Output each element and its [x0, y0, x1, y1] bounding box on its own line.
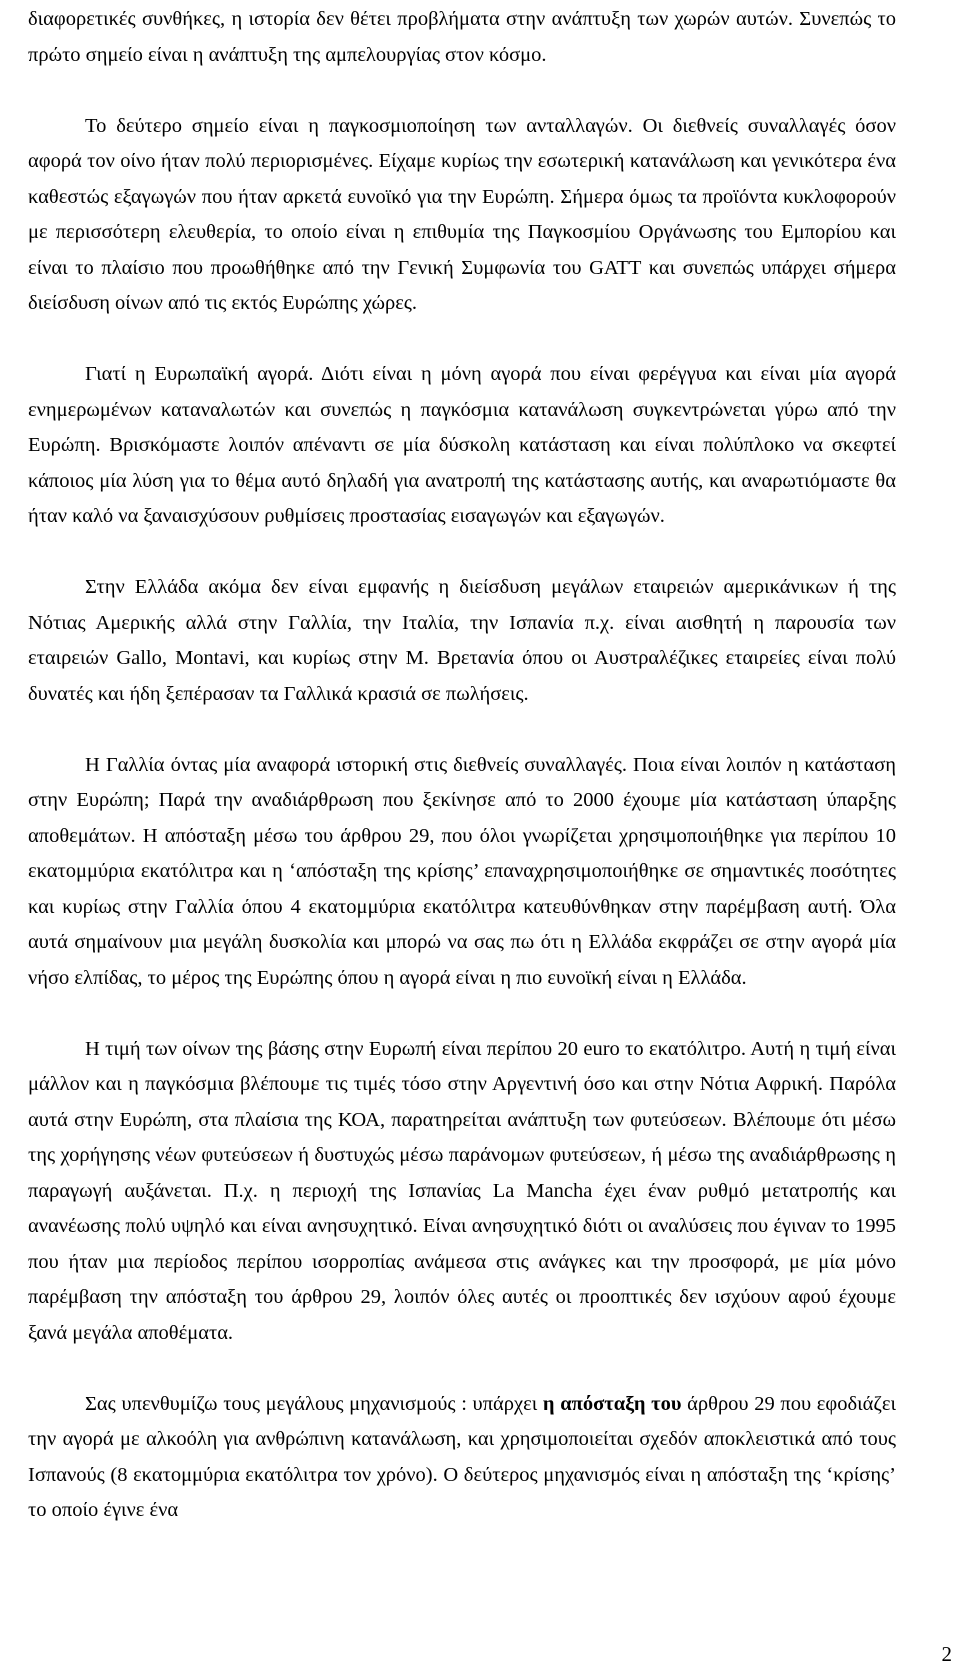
- paragraph-7-text-start: Σας υπενθυμίζω τους μεγάλους μηχανισμούς : υπάρχει: [85, 1392, 543, 1415]
- paragraph-7: [28, 1387, 896, 1529]
- paragraph-6: Η τιμή των οίνων της βάσης στην Ευρωπή είναι περίπου 20 euro το εκατόλιτρο. Αυτή η τιμή είναι μάλλον και η παγκόσμια βλέπουμε τις τιμές τόσο στην Αργεντινή όσο και στην Νότια Αφρική. Παρόλα αυτά στην Ευρώπη, στα πλαίσια της ΚΟΑ, παρατηρείται ανάπτυξη των φυτεύσεων. Βλέπουμε ότι μέσω της χορήγησης νέων φυτεύσεων ή δυστυχώς μέσω παράνομων φυτεύσεων, ή μέσω της αναδιάρθρωσης η παραγωγή αυξάνεται. Π.χ. η περιοχή της Ισπανίας La Mancha έχει έναν ρυθμό μετατροπής και ανανέωσης πολύ υψηλό και είναι ανησυχητικό. Είναι ανησυχητικό διότι οι αναλύσεις που έγιναν το 1995 που ήταν μια περίοδος περίπου ισορροπίας ανάμεσα στις ανάγκες και την προσφορά, με μία μόνο παρέμβαση την απόσταξη του άρθρου 29, λοιπόν όλες αυτές οι προοπτικές δεν ισχύουν αφού έχουμε ξανά μεγάλα αποθέματα.: [28, 1037, 896, 1344]
- document-page: [28, 2, 896, 1529]
- paragraph-5: Η Γαλλία όντας μία αναφορά ιστορική στις διεθνείς συναλλαγές. Ποια είναι λοιπόν η κατάσταση στην Ευρώπη; Παρά την αναδιάρθρωση που ξεκίνησε από το 2000 έχουμε μία κατάσταση ύπαρξης αποθεμάτων. Η απόσταξη μέσω του άρθρου 29, που όλοι γνωρίζεται χρησιμοποιήθηκε για περίπου 10 εκατομμύρια εκατόλιτρα και η ‘απόσταξη της κρίσης’ επαναχρησιμοποιήθηκε σε σημαντικές ποσότητες και κυρίως στην Γαλλία όπου 4 εκατομμύρια εκατόλιτρα κατευθύνθηκαν στην παρέμβαση αυτή. Όλα αυτά σημαίνουν μια μεγάλη δυσκολία και μπορώ να σας πω ότι η Ελλάδα εκφράζει σε στην αγορά μία νήσο ελπίδας, το μέρος της Ευρώπης όπου η αγορά είναι η πιο ευνοϊκή είναι η Ελλάδα.: [28, 753, 896, 989]
- paragraph-4: Στην Ελλάδα ακόμα δεν είναι εμφανής η διείσδυση μεγάλων εταιρειών αμερικάνικων ή της Νότιας Αμερικής αλλά στην Γαλλία, την Ιταλία, την Ισπανία π.χ. είναι αισθητή η παρουσία των εταιρειών Gallo, Montavi, και κυρίως στην Μ. Βρετανία όπου οι Αυστραλέζικες εταιρείες είναι πολύ δυνατές και ήδη ξεπέρασαν τα Γαλλικά κρασιά σε πωλήσεις.: [28, 576, 896, 705]
- paragraph-2: Το δεύτερο σημείο είναι η παγκοσμιοποίηση των ανταλλαγών. Οι διεθνείς συναλλαγές όσον αφορά τον οίνο ήταν πολύ περιορισμένες. Είχαμε κυρίως την εσωτερική κατανάλωση και γενικότερα ένα καθεστώς εξαγωγών που ήταν αρκετά ευνοϊκό για την Ευρώπη. Σήμερα όμως τα προϊόντα κυκλοφορούν με περισσότερη ελευθερία, το οποίο είναι η επιθυμία της Παγκοσμίου Οργάνωσης του Εμπορίου και είναι το πλαίσιο που προωθήθηκε από την Γενική Συμφωνία του GATT και συνεπώς υπάρχει σήμερα διείσδυση οίνων από τις εκτός Ευρώπης χώρες.: [28, 114, 896, 314]
- page-number: 2: [941, 1642, 952, 1666]
- paragraph-7-text-end: άρθρου 29 που εφοδιάζει την αγορά με αλκοόλη για ανθρώπινη κατανάλωση, και χρησιμοποιείται σχεδόν αποκλειστικά από τους Ισπανούς (8 εκατομμύρια εκατόλιτρα τον χρόνο). Ο δεύτερος μηχανισμός είναι η απόσταξη της ‘κρίσης’ το οποίο έγινε ένα: [28, 1392, 897, 1521]
- paragraph-3: Γιατί η Ευρωπαϊκή αγορά. Διότι είναι η μόνη αγορά που είναι φερέγγυα και είναι μία αγορά ενημερωμένων καταναλωτών και συνεπώς η παγκόσμια κατανάλωση συγκεντρώνεται γύρω από την Ευρώπη. Βρισκόμαστε λοιπόν απέναντι σε μία δύσκολη κατάσταση και είναι πολύπλοκο να σκεφτεί κάποιος μία λύση για το θέμα αυτό δηλαδή για ανατροπή της κατάστασης αυτής, και αναρωτιόμαστε θα ήταν καλό να ξαναισχύσουν ρυθμίσεις προστασίας εισαγωγών και εξαγωγών.: [28, 363, 896, 527]
- paragraph-7-bold-phrase: η απόσταξη του: [542, 1392, 682, 1415]
- paragraph-1: διαφορετικές συνθήκες, η ιστορία δεν θέτει προβλήματα στην ανάπτυξη των χωρών αυτών. Συνεπώς το πρώτο σημείο είναι η ανάπτυξη της αμπελουργίας στον κόσμο.: [28, 8, 896, 66]
